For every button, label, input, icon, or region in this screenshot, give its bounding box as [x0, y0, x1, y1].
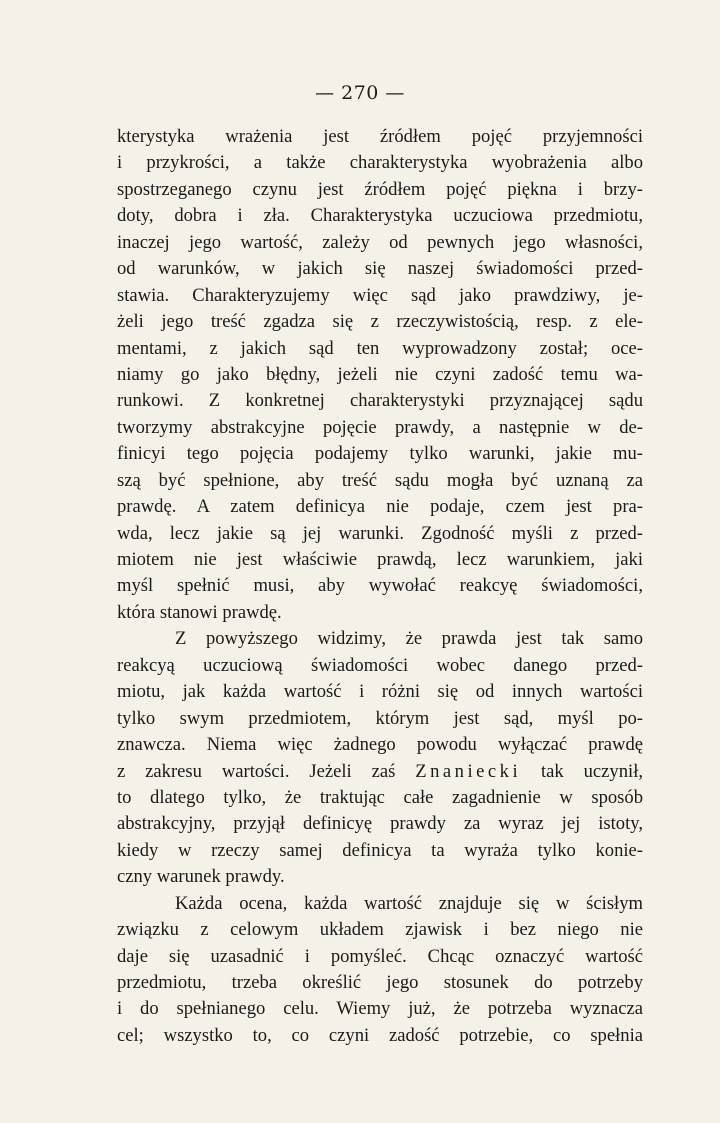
text-line: tylko swym przedmiotem, którym jest sąd, myśl po-: [117, 707, 643, 729]
text-line: znawcza. Niema więc żadnego powodu wyłączać prawdę: [117, 734, 643, 756]
text-line: miotem nie jest właściwie prawdą, lecz warunkiem, jaki: [117, 549, 643, 570]
text-line: przedmiotu, trzeba określić jego stosunek do potrzeby: [117, 972, 643, 993]
text-line: spostrzeganego czynu jest źródłem pojęć piękna i brzy-: [117, 178, 643, 200]
text-line: cel; wszystko to, co czyni zadość potrzebie, co spełnia: [117, 1024, 643, 1046]
text-line: Z powyższego widzimy, że prawda jest tak samo: [175, 628, 643, 650]
text-line: mentami, z jakich sąd ten wyprowadzony został; oce-: [117, 337, 643, 359]
text-line: abstrakcyjny, przyjął definicyę prawdy za wyraz jej istoty,: [117, 813, 643, 835]
text-line: myśl spełnić musi, aby wywołać reakcyę świadomości,: [117, 575, 643, 597]
text-line: wda, lecz jakie są jej warunki. Zgodność myśli z przed-: [117, 522, 643, 544]
text-line: czny warunek prawdy.: [117, 866, 285, 888]
text-line: od warunków, w jakich się naszej świadomości przed-: [117, 258, 643, 280]
text-line: daje się uzasadnić i pomyśleć. Chcąc oznaczyć wartość: [117, 945, 643, 967]
text-line: to dlatego tylko, że traktując całe zagadnienie w sposób: [117, 786, 643, 808]
text-line: i do spełnianego celu. Wiemy już, że potrzeba wyznacza: [117, 998, 643, 1020]
text-line: żeli jego treść zgadza się z rzeczywistością, resp. z ele-: [117, 311, 643, 333]
text-line: inaczej jego wartość, zależy od pewnych jego własności,: [117, 231, 643, 253]
text-line: i przykrości, a także charakterystyka wyobrażenia albo: [117, 152, 643, 174]
text-line: doty, dobra i zła. Charakterystyka uczuciowa przedmiotu,: [117, 205, 643, 227]
spaced-name: Znaniecki: [415, 760, 522, 782]
text-line: kterystyka wrażenia jest źródłem pojęć przyjemności: [117, 126, 643, 147]
text-line: reakcyą uczuciową świadomości wobec danego przed-: [117, 654, 643, 676]
text-line: kiedy w rzeczy samej definicya ta wyraża tylko konie-: [117, 839, 643, 861]
text-line: szą być spełnione, aby treść sądu mogła być uznaną za: [117, 469, 643, 491]
text-line: stawia. Charakteryzujemy więc sąd jako prawdziwy, je-: [117, 284, 643, 306]
text-line: tworzymy abstrakcyjne pojęcie prawdy, a następnie w de-: [117, 416, 643, 438]
page-number: — 270 —: [315, 82, 405, 104]
text-line: miotu, jak każda wartość i różni się od innych wartości: [117, 681, 643, 703]
text-line: niamy go jako błędny, jeżeli nie czyni zadość temu wa-: [117, 363, 643, 385]
text-line: finicyi tego pojęcia podajemy tylko warunki, jakie mu-: [117, 443, 643, 465]
text-line: runkowi. Z konkretnej charakterystyki przyznającej sądu: [117, 390, 643, 412]
body-text: [117, 124, 643, 1049]
text-line: która stanowi prawdę.: [117, 601, 282, 623]
text-line: Każda ocena, każda wartość znajduje się w ścisłym: [175, 892, 643, 914]
text-line: prawdę. A zatem definicya nie podaje, czem jest pra-: [117, 496, 643, 518]
text-line: związku z celowym układem zjawisk i bez niego nie: [117, 919, 643, 941]
text-line: z zakresu wartości. Jeżeli zaś Znaniecki tak uczynił,: [117, 760, 644, 782]
